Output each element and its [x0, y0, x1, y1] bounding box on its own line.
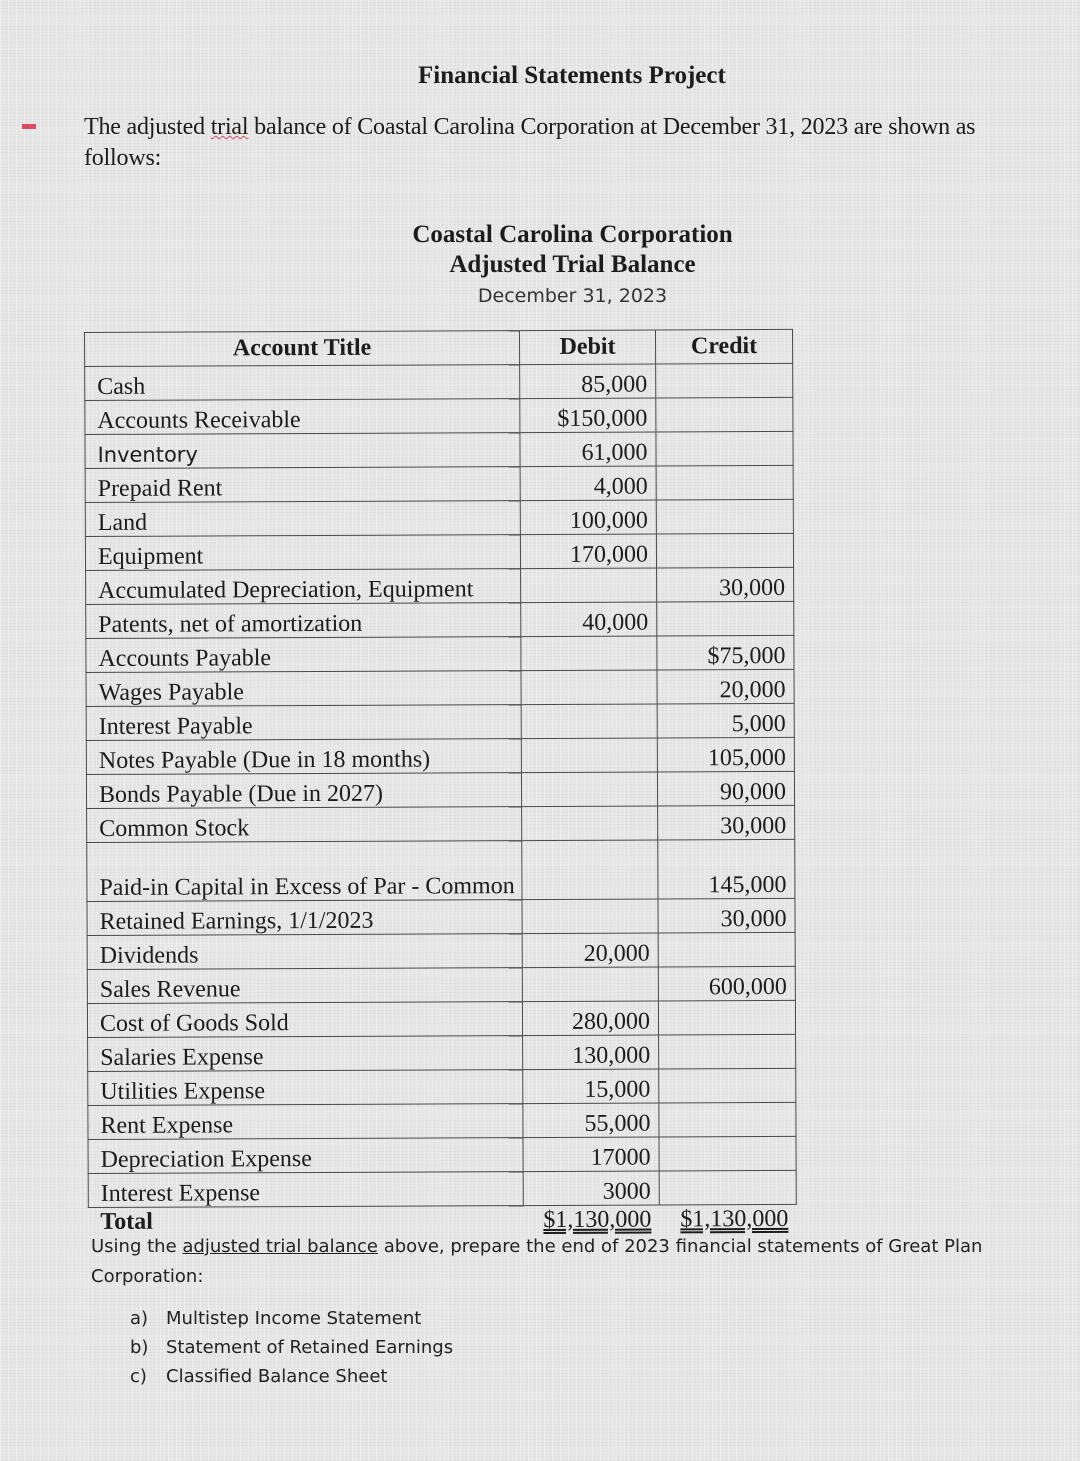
table-row: [86, 601, 794, 638]
account-title-header: Account Title: [85, 331, 520, 367]
instruction-text-end: above, prepare the end of 2023 financial statements of Great Plan Corporation:: [91, 1236, 983, 1287]
table-row: [88, 1170, 796, 1207]
table-row: [86, 567, 794, 604]
debit-cell: [522, 840, 658, 900]
total-debit: $1,130,000: [543, 1206, 652, 1234]
table-row: [86, 669, 794, 706]
table-row: [85, 499, 793, 536]
table-row: [88, 1102, 796, 1139]
credit-cell: 30,000: [657, 567, 794, 602]
credit-cell: [659, 1068, 796, 1103]
company-name: Coastal Carolina Corporation: [412, 221, 733, 248]
account-cell: Land: [85, 501, 520, 537]
table-row: [87, 805, 795, 842]
account-cell: Utilities Expense: [88, 1070, 523, 1106]
debit-cell: 130,000: [523, 1035, 659, 1070]
credit-cell: [659, 1102, 796, 1137]
debit-cell: [522, 899, 658, 934]
account-cell: Common Stock: [87, 807, 522, 843]
table-row: [85, 533, 793, 570]
account-cell: Cash: [85, 365, 520, 401]
total-row: [88, 1204, 796, 1234]
task-letter: c): [130, 1366, 147, 1387]
table-row: [85, 465, 793, 502]
intro-spellcheck-word: trial: [210, 114, 249, 140]
task-item: [130, 1304, 453, 1333]
intro-text-start: The adjusted: [84, 114, 211, 140]
statement-date: December 31, 2023: [477, 285, 668, 307]
credit-cell: [656, 397, 793, 432]
account-cell: Notes Payable (Due in 18 months): [86, 739, 521, 775]
credit-cell: 90,000: [657, 771, 794, 806]
debit-cell: 4,000: [520, 466, 656, 501]
table-row: [87, 1000, 795, 1037]
credit-cell: $75,000: [657, 635, 794, 670]
account-cell: Accounts Receivable: [85, 399, 520, 435]
task-list: [130, 1304, 453, 1391]
account-cell: Patents, net of amortization: [86, 603, 521, 639]
account-cell: Dividends: [87, 934, 522, 970]
debit-cell: 17000: [523, 1137, 659, 1172]
table-row: [86, 703, 794, 740]
debit-cell: 280,000: [522, 1001, 658, 1036]
table-row: [86, 771, 794, 808]
credit-cell: 5,000: [657, 703, 794, 738]
credit-cell: [659, 1170, 796, 1205]
account-cell: Sales Revenue: [87, 968, 522, 1004]
total-label: Total: [100, 1208, 153, 1235]
task-label: Multistep Income Statement: [166, 1308, 422, 1329]
table-row: [88, 1034, 796, 1071]
debit-cell: [521, 738, 657, 773]
debit-header: Debit: [519, 330, 655, 365]
account-cell: Accumulated Depreciation, Equipment: [86, 569, 521, 605]
instruction-underlined-text: adjusted trial balance: [182, 1236, 378, 1257]
credit-cell: [656, 533, 793, 568]
task-label: Statement of Retained Earnings: [166, 1337, 454, 1358]
intro-paragraph: [84, 112, 1044, 174]
intro-text-end: balance of Coastal Carolina Corporation at December 31, 2023 are shown as follows:: [84, 114, 976, 171]
table-row: [86, 737, 794, 774]
instruction-text-start: Using the: [91, 1236, 183, 1257]
credit-cell: [658, 1000, 795, 1035]
task-label: Classified Balance Sheet: [166, 1366, 388, 1387]
debit-cell: $150,000: [520, 398, 656, 433]
table-row: [85, 397, 793, 434]
task-letter: a): [130, 1308, 149, 1329]
debit-cell: [522, 967, 658, 1002]
credit-cell: 105,000: [657, 737, 794, 772]
debit-cell: 55,000: [523, 1103, 659, 1138]
account-cell: Bonds Payable (Due in 2027): [86, 773, 521, 809]
account-cell: Interest Payable: [86, 705, 521, 741]
table-row: [87, 898, 795, 935]
account-cell: Equipment: [85, 535, 520, 571]
debit-cell: 61,000: [520, 432, 656, 467]
credit-cell: 30,000: [658, 898, 795, 933]
account-cell: Wages Payable: [86, 671, 521, 707]
debit-cell: [521, 704, 657, 739]
account-cell: Retained Earnings, 1/1/2023: [87, 900, 522, 936]
credit-cell: [658, 932, 795, 967]
debit-cell: 85,000: [520, 364, 656, 399]
debit-cell: [521, 670, 657, 705]
table-row: [87, 839, 795, 901]
project-title: Financial Statements Project: [418, 62, 726, 89]
table-row: [86, 635, 794, 672]
debit-cell: 3000: [523, 1171, 659, 1206]
credit-cell: [656, 363, 793, 398]
credit-cell: [656, 431, 793, 466]
table-row: [85, 431, 793, 468]
task-letter: b): [130, 1337, 149, 1358]
account-cell: Depreciation Expense: [88, 1138, 523, 1174]
credit-cell: 145,000: [658, 839, 795, 899]
instruction-paragraph: [91, 1232, 1051, 1292]
account-cell: Accounts Payable: [86, 637, 521, 673]
account-cell: Paid-in Capital in Excess of Par - Common: [87, 841, 522, 902]
red-margin-mark: [22, 124, 36, 129]
credit-cell: [657, 601, 794, 636]
credit-header: Credit: [655, 329, 792, 364]
account-cell: Cost of Goods Sold: [87, 1002, 522, 1038]
debit-cell: 15,000: [523, 1069, 659, 1104]
statement-title: Adjusted Trial Balance: [449, 251, 696, 278]
account-cell: Inventory: [85, 433, 520, 469]
account-cell: Rent Expense: [88, 1104, 523, 1140]
credit-cell: [656, 465, 793, 500]
account-cell: Interest Expense: [88, 1172, 523, 1208]
trial-balance-table: [84, 329, 797, 1234]
debit-cell: 20,000: [522, 933, 658, 968]
task-item: [130, 1362, 453, 1391]
credit-cell: [659, 1034, 796, 1069]
table-row: [88, 1068, 796, 1105]
account-cell: Prepaid Rent: [85, 467, 520, 503]
debit-cell: [521, 636, 657, 671]
task-item: [130, 1333, 453, 1362]
debit-cell: [521, 568, 657, 603]
credit-cell: [659, 1136, 796, 1171]
credit-cell: [656, 499, 793, 534]
credit-cell: 600,000: [658, 966, 795, 1001]
debit-cell: [521, 772, 657, 807]
table-row: [85, 363, 793, 400]
table-row: [87, 966, 795, 1003]
debit-cell: 40,000: [521, 602, 657, 637]
total-credit: $1,130,000: [680, 1205, 789, 1233]
table-header-row: [85, 329, 793, 366]
table-row: [88, 1136, 796, 1173]
account-cell: Salaries Expense: [88, 1036, 523, 1072]
credit-cell: 20,000: [657, 669, 794, 704]
debit-cell: 100,000: [520, 500, 656, 535]
table-row: [87, 932, 795, 969]
credit-cell: 30,000: [658, 805, 795, 840]
debit-cell: [522, 806, 658, 841]
debit-cell: 170,000: [520, 534, 656, 569]
